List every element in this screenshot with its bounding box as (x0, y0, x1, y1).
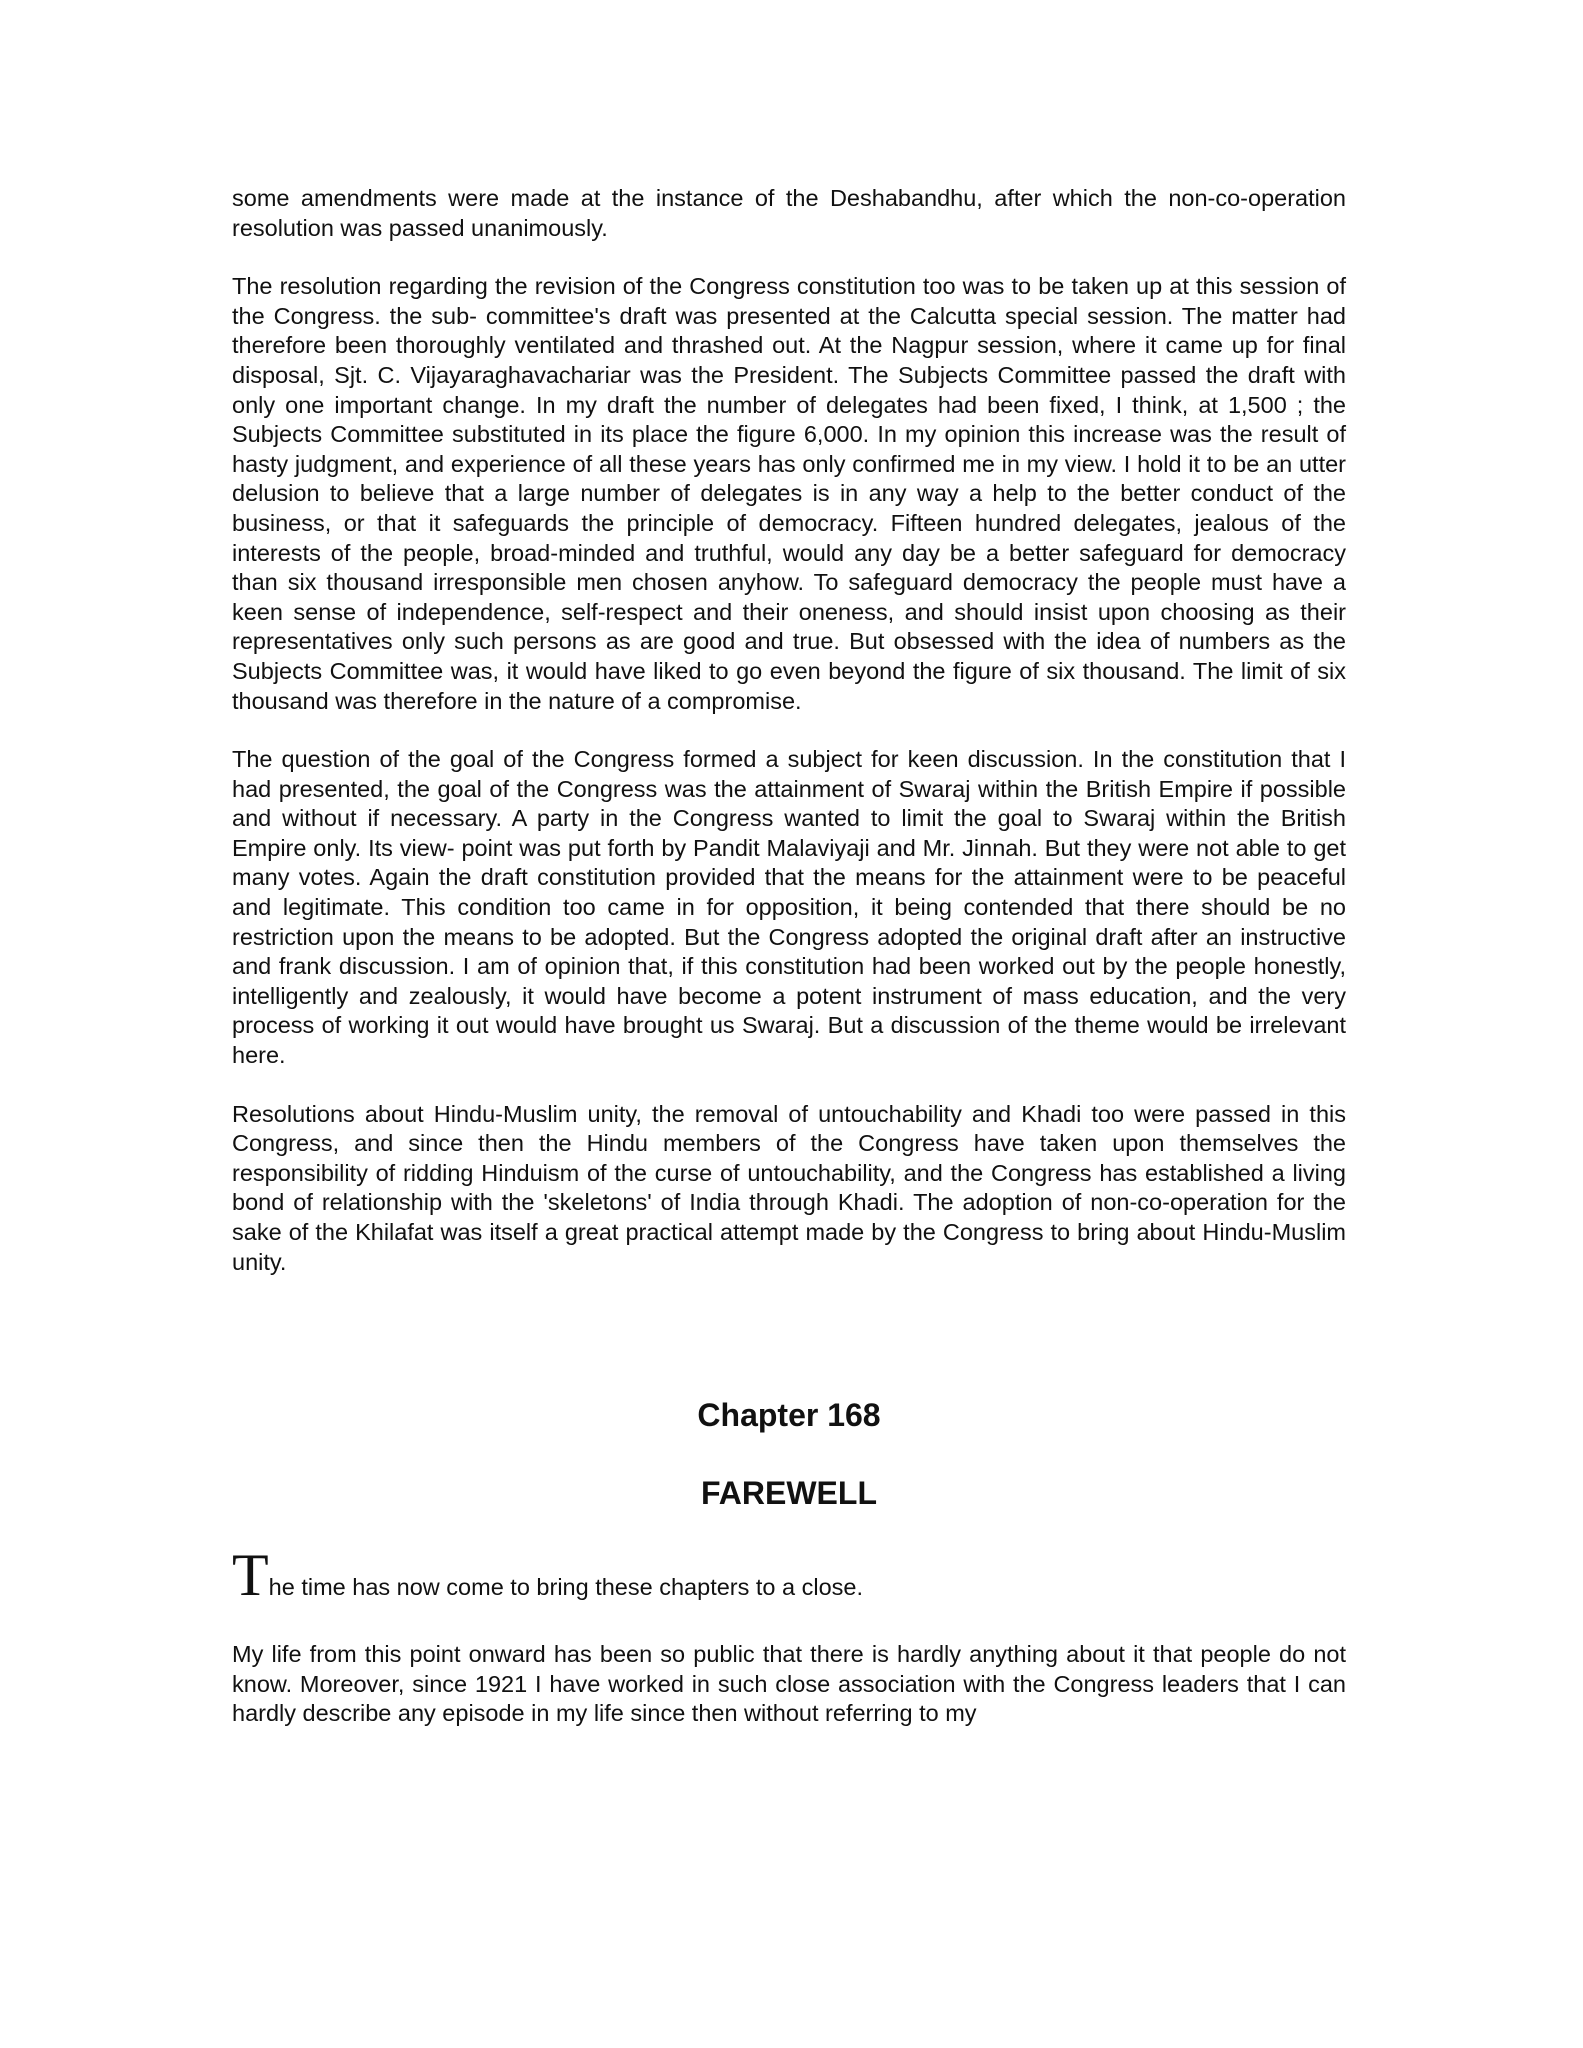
chapter-number: Chapter 168 (697, 1397, 881, 1434)
paragraph-constitution-revision: The resolution regarding the revision of the Congress constitution too was to be taken up at this session of the Congress. the sub- committee's draft was presented at the Calcutta special session. The matter had therefore been thoroughly ventilated and thrashed out. At the Nagpur session, where it came up for final disposal, Sjt. C. Vijayaraghavachariar was the President. The Subjects Committee passed the draft with only one important change. In my draft the number of delegates had been fixed, I think, at 1,500 ; the Subjects Committee substituted in its place the figure 6,000. In my opinion this increase was the result of hasty judgment, and experience of all these years has only confirmed me in my view. I hold it to be an utter delusion to believe that a large number of delegates is in any way a help to the better conduct of the business, or that it safeguards the principle of democracy. Fifteen hundred delegates, jealous of the interests of the people, broad-minded and truthful, would any day be a better safeguard for democracy than six thousand irresponsible men chosen anyhow. To safeguard democracy the people must have a keen sense of independence, self-respect and their oneness, and should insist upon choosing as their representatives only such persons as are good and true. But obsessed with the idea of numbers as the Subjects Committee was, it would have liked to go even beyond the figure of six thousand. The limit of six thousand was therefore in the nature of a compromise. (232, 273, 1346, 714)
drop-cap: T (232, 1542, 269, 1609)
chapter-heading (232, 1395, 1346, 1513)
paragraph-public-life: My life from this point onward has been so public that there is hardly anything about it that people do not know. Moreover, since 1921 I have worked in such close association with the Congress leaders that I can hardly describe any episode in my life since then without referring to my (232, 1641, 1346, 1727)
opening-text: he time has now come to bring these chapters to a close. (268, 1574, 864, 1601)
chapter-title: FAREWELL (701, 1475, 877, 1512)
paragraph-hindu-muslim-unity: Resolutions about Hindu-Muslim unity, the removal of untouchability and Khadi too were passed in this Congress, and since then the Hindu members of the Congress have taken upon themselves the responsibility of ridding Hinduism of the curse of untouchability, and the Congress has established a living bond of relationship with the 'skeletons' of India through Khadi. The adoption of non-co-operation for the sake of the Khilafat was itself a great practical attempt made by the Congress to bring about Hindu-Muslim unity. (232, 1100, 1346, 1275)
paragraph-congress-goal: The question of the goal of the Congress formed a subject for keen discussion. In the constitution that I had presented, the goal of the Congress was the attainment of Swaraj within the British Empire if possible and without if necessary. A party in the Congress wanted to limit the goal to Swaraj within the British Empire only. Its view- point was put forth by Pandit Malaviyaji and Mr. Jinnah. But they were not able to get many votes. Again the draft constitution provided that the means for the attainment were to be peaceful and legitimate. This condition too came in for opposition, it being contended that there should be no restriction upon the means to be adopted. But the Congress adopted the original draft after an instructive and frank discussion. I am of opinion that, if this constitution had been worked out by the people honestly, intelligently and zealously, it would have become a potent instrument of mass education, and the very process of working it out would have brought us Swaraj. But a discussion of the theme would be irrelevant here. (232, 746, 1346, 1069)
document-page (232, 184, 1346, 1758)
paragraph-amendments: some amendments were made at the instance of the Deshabandhu, after which the non-co-operation resolution was passed unanimously. (232, 185, 1346, 241)
opening-paragraph (232, 1542, 1346, 1609)
